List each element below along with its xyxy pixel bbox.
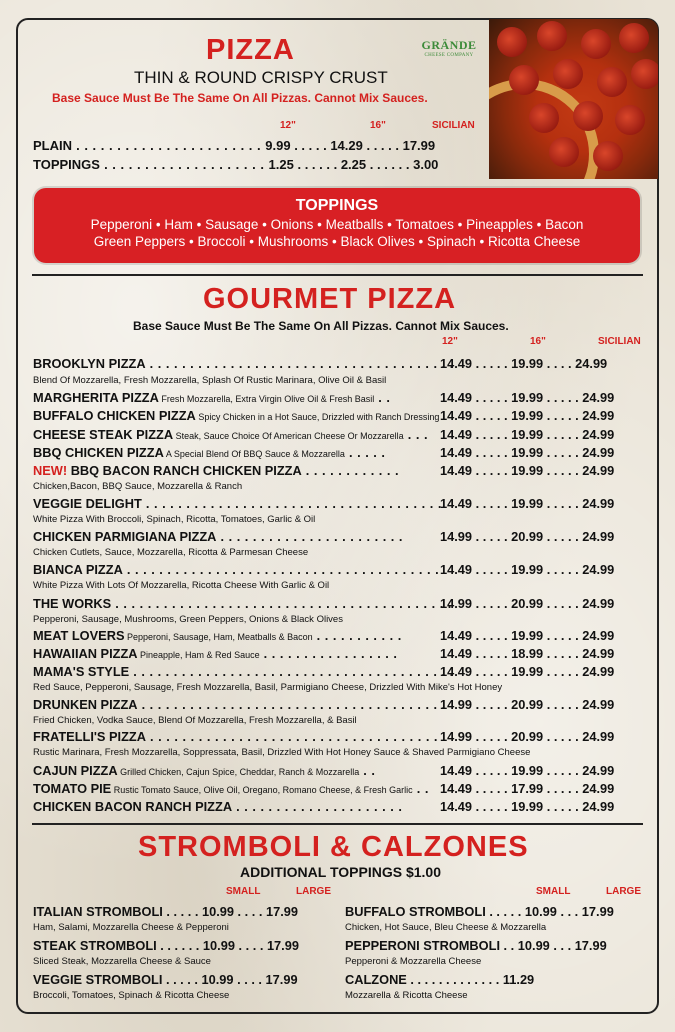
item-desc: Chicken Cutlets, Sauce, Mozzarella, Ricotta & Parmesan Cheese <box>33 547 309 558</box>
menu-item-buffalo-stromboli: BUFFALO STROMBOLI . . . . . 10.99 . . . 17.99 <box>345 904 614 919</box>
item-desc: Pepperoni, Sausage, Mushrooms, Green Peppers, Onions & Black Olives <box>33 614 343 625</box>
plain-price-row: PLAIN . . . . . . . . . . . . . . . . . . . . . . . 9.99 . . . . . 14.29 . . . . . 17.99 <box>33 138 436 153</box>
pizza-title: PIZZA <box>206 34 295 66</box>
toppings-line-2: Green Peppers • Broccoli • Mushrooms • Black Olives • Spinach • Ricotta Cheese <box>93 234 581 249</box>
item-desc: Red Sauce, Pepperoni, Sausage, Fresh Mozzarella, Basil, Parmigiano Cheese, Drizzled With Mike's Hot Honey <box>33 682 503 693</box>
menu-item-bbq-bacon-ranch: NEW! BBQ BACON RANCH CHICKEN PIZZA . . . . . . . . . . . . 14.49 . . . . . 19.99 . . . . . 24.99 <box>33 463 615 478</box>
section-divider <box>32 823 643 825</box>
menu-item-veggie-stromboli: VEGGIE STROMBOLI . . . . . 10.99 . . . . 17.99 <box>33 972 298 987</box>
stromboli-title: STROMBOLI & CALZONES <box>138 831 529 863</box>
item-desc: Rustic Marinara, Fresh Mozzarella, Soppressata, Basil, Drizzled With Hot Honey Sauce & Shaved Parmigiano Cheese <box>33 747 531 758</box>
item-desc: White Pizza With Lots Of Mozzarella, Ricotta Cheese With Garlic & Oil <box>33 580 330 591</box>
item-desc: White Pizza With Broccoli, Spinach, Ricotta, Tomatoes, Garlic & Oil <box>33 514 316 525</box>
grande-logo: GRÄNDE CHEESE COMPANY <box>421 38 477 58</box>
menu-item-calzone: CALZONE . . . . . . . . . . . . . 11.29 <box>345 972 535 987</box>
menu-item-tomato-pie: TOMATO PIE Rustic Tomato Sauce, Olive Oil, Oregano, Romano Cheese, & Fresh Garlic . . 14.49 . . . . . 17.99 . . . . . 24.99 <box>33 781 615 796</box>
menu-item-bianca: BIANCA PIZZA . . . . . . . . . . . . . . . . . . . . . . . . . . . . . . . . . . . . . . . 14.49 . . . . . 19.99 . . . . . 24.99 <box>33 562 615 577</box>
gourmet-sicilian-header: SICILIAN <box>598 336 641 347</box>
menu-item-mamas-style: MAMA'S STYLE . . . . . . . . . . . . . . . . . . . . . . . . . . . . . . . . . . . . . . . . 14.49 . . . . . 19.99 . . . . . 24.99 <box>33 664 615 679</box>
stromboli-subtitle: ADDITIONAL TOPPINGS $1.00 <box>240 864 441 880</box>
pizza-note: Base Sauce Must Be The Same On All Pizzas. Cannot Mix Sauces. <box>52 91 428 105</box>
gourmet-size-16-header: 16" <box>530 336 546 347</box>
size-16-header: 16" <box>370 120 386 131</box>
item-desc: Sliced Steak, Mozzarella Cheese & Sauce <box>33 956 211 967</box>
pizza-subtitle: THIN & ROUND CRISPY CRUST <box>134 68 388 87</box>
menu-item-bbq-chicken: BBQ CHICKEN PIZZA A Special Blend Of BBQ Sauce & Mozzarella . . . . . 14.49 . . . . . 19.99 . . . . . 24.99 <box>33 445 615 460</box>
pizza-photo <box>489 19 658 179</box>
item-desc: Blend Of Mozzarella, Fresh Mozzarella, Splash Of Rustic Marinara, Olive Oil & Basil <box>33 375 387 386</box>
large-header-right: LARGE <box>606 886 641 897</box>
section-divider <box>32 274 643 276</box>
menu-item-veggie-delight: VEGGIE DELIGHT . . . . . . . . . . . . . . . . . . . . . . . . . . . . . . . . . . . . . 14.49 . . . . . 19.99 . . . . . 24.99 <box>33 496 615 511</box>
menu-item-drunken: DRUNKEN PIZZA . . . . . . . . . . . . . . . . . . . . . . . . . . . . . . . . . . . . . . 14.99 . . . . . 20.99 . . . . . 24.99 <box>33 697 615 712</box>
menu-item-cajun: CAJUN PIZZA Grilled Chicken, Cajun Spice, Cheddar, Ranch & Mozzarella . . 14.49 . . . . . 19.99 . . . . . 24.99 <box>33 763 615 778</box>
item-desc: Chicken, Hot Sauce, Bleu Cheese & Mozzarella <box>345 922 547 933</box>
toppings-price-row: TOPPINGS . . . . . . . . . . . . . . . . . . . . 1.25 . . . . . . 2.25 . . . . . . 3.00 <box>33 157 439 172</box>
menu-item-buffalo-chicken: BUFFALO CHICKEN PIZZA Spicy Chicken in a Hot Sauce, Drizzled with Ranch Dressing 14.49 . . . . . 19.99 . . . . . 24.99 <box>33 408 615 423</box>
item-desc: Ham, Salami, Mozzarella Cheese & Pepperoni <box>33 922 229 933</box>
small-header-right: SMALL <box>536 886 571 897</box>
gourmet-size-12-header: 12" <box>442 336 458 347</box>
toppings-banner <box>34 188 640 263</box>
menu-item-pepperoni-stromboli: PEPPERONI STROMBOLI . . 10.99 . . . 17.99 <box>345 938 607 953</box>
menu-item-fratellis: FRATELLI'S PIZZA . . . . . . . . . . . . . . . . . . . . . . . . . . . . . . . . . . . . 14.99 . . . . . 20.99 . . . . . 24.99 <box>33 729 615 744</box>
gourmet-note: Base Sauce Must Be The Same On All Pizzas. Cannot Mix Sauces. <box>133 319 509 333</box>
item-desc: Fried Chicken, Vodka Sauce, Blend Of Mozzarella, Fresh Mozzarella, & Basil <box>33 715 357 726</box>
menu-item-italian-stromboli: ITALIAN STROMBOLI . . . . . 10.99 . . . . 17.99 <box>33 904 299 919</box>
toppings-line-1: Pepperoni • Ham • Sausage • Onions • Meatballs • Tomatoes • Pineapples • Bacon <box>90 217 584 232</box>
item-desc: Chicken,Bacon, BBQ Sauce, Mozzarella & Ranch <box>33 481 243 492</box>
gourmet-title: GOURMET PIZZA <box>203 283 457 315</box>
menu-item-meat-lovers: MEAT LOVERS Pepperoni, Sausage, Ham, Meatballs & Bacon . . . . . . . . . . . 14.49 . . . . . 19.99 . . . . . 24.99 <box>33 628 615 643</box>
menu-item-brooklyn: BROOKLYN PIZZA . . . . . . . . . . . . . . . . . . . . . . . . . . . . . . . . . . . . . . 14.49 . . . . . 19.99 . . . . 24.99 <box>33 356 608 371</box>
item-desc: Broccoli, Tomatoes, Spinach & Ricotta Cheese <box>33 990 230 1001</box>
item-desc: Pepperoni & Mozzarella Cheese <box>345 956 482 967</box>
menu-item-margherita: MARGHERITA PIZZA Fresh Mozzarella, Extra Virgin Olive Oil & Fresh Basil . . 14.49 . . . . . 19.99 . . . . . 24.99 <box>33 390 615 405</box>
small-header-left: SMALL <box>226 886 261 897</box>
menu-item-steak-stromboli: STEAK STROMBOLI . . . . . . 10.99 . . . . 17.99 <box>33 938 299 953</box>
new-badge: NEW! <box>33 463 68 478</box>
menu-item-cheese-steak: CHEESE STEAK PIZZA Steak, Sauce Choice Of American Cheese Or Mozzarella . . . 14.49 . . . . . 19.99 . . . . . 24.99 <box>33 427 615 442</box>
menu-item-chicken-bacon-ranch: CHICKEN BACON RANCH PIZZA . . . . . . . . . . . . . . . . . . . . . 14.49 . . . . . 19.99 . . . . . 24.99 <box>33 799 615 814</box>
size-12-header: 12" <box>280 120 296 131</box>
large-header-left: LARGE <box>296 886 331 897</box>
sicilian-header: SICILIAN <box>432 120 475 131</box>
menu-item-chicken-parmigiana: CHICKEN PARMIGIANA PIZZA . . . . . . . . . . . . . . . . . . . . . . . 14.99 . . . . . 20.99 . . . . . 24.99 <box>33 529 615 544</box>
toppings-title: TOPPINGS <box>295 197 379 214</box>
menu-item-hawaiian: HAWAIIAN PIZZA Pineapple, Ham & Red Sauce . . . . . . . . . . . . . . . . . 14.49 . . . . . 18.99 . . . . . 24.99 <box>33 646 615 661</box>
menu-item-the-works: THE WORKS . . . . . . . . . . . . . . . . . . . . . . . . . . . . . . . . . . . . . . . . . . 14.99 . . . . . 20.99 . . . . . 24.99 <box>33 596 615 611</box>
item-desc: Mozzarella & Ricotta Cheese <box>345 990 468 1001</box>
